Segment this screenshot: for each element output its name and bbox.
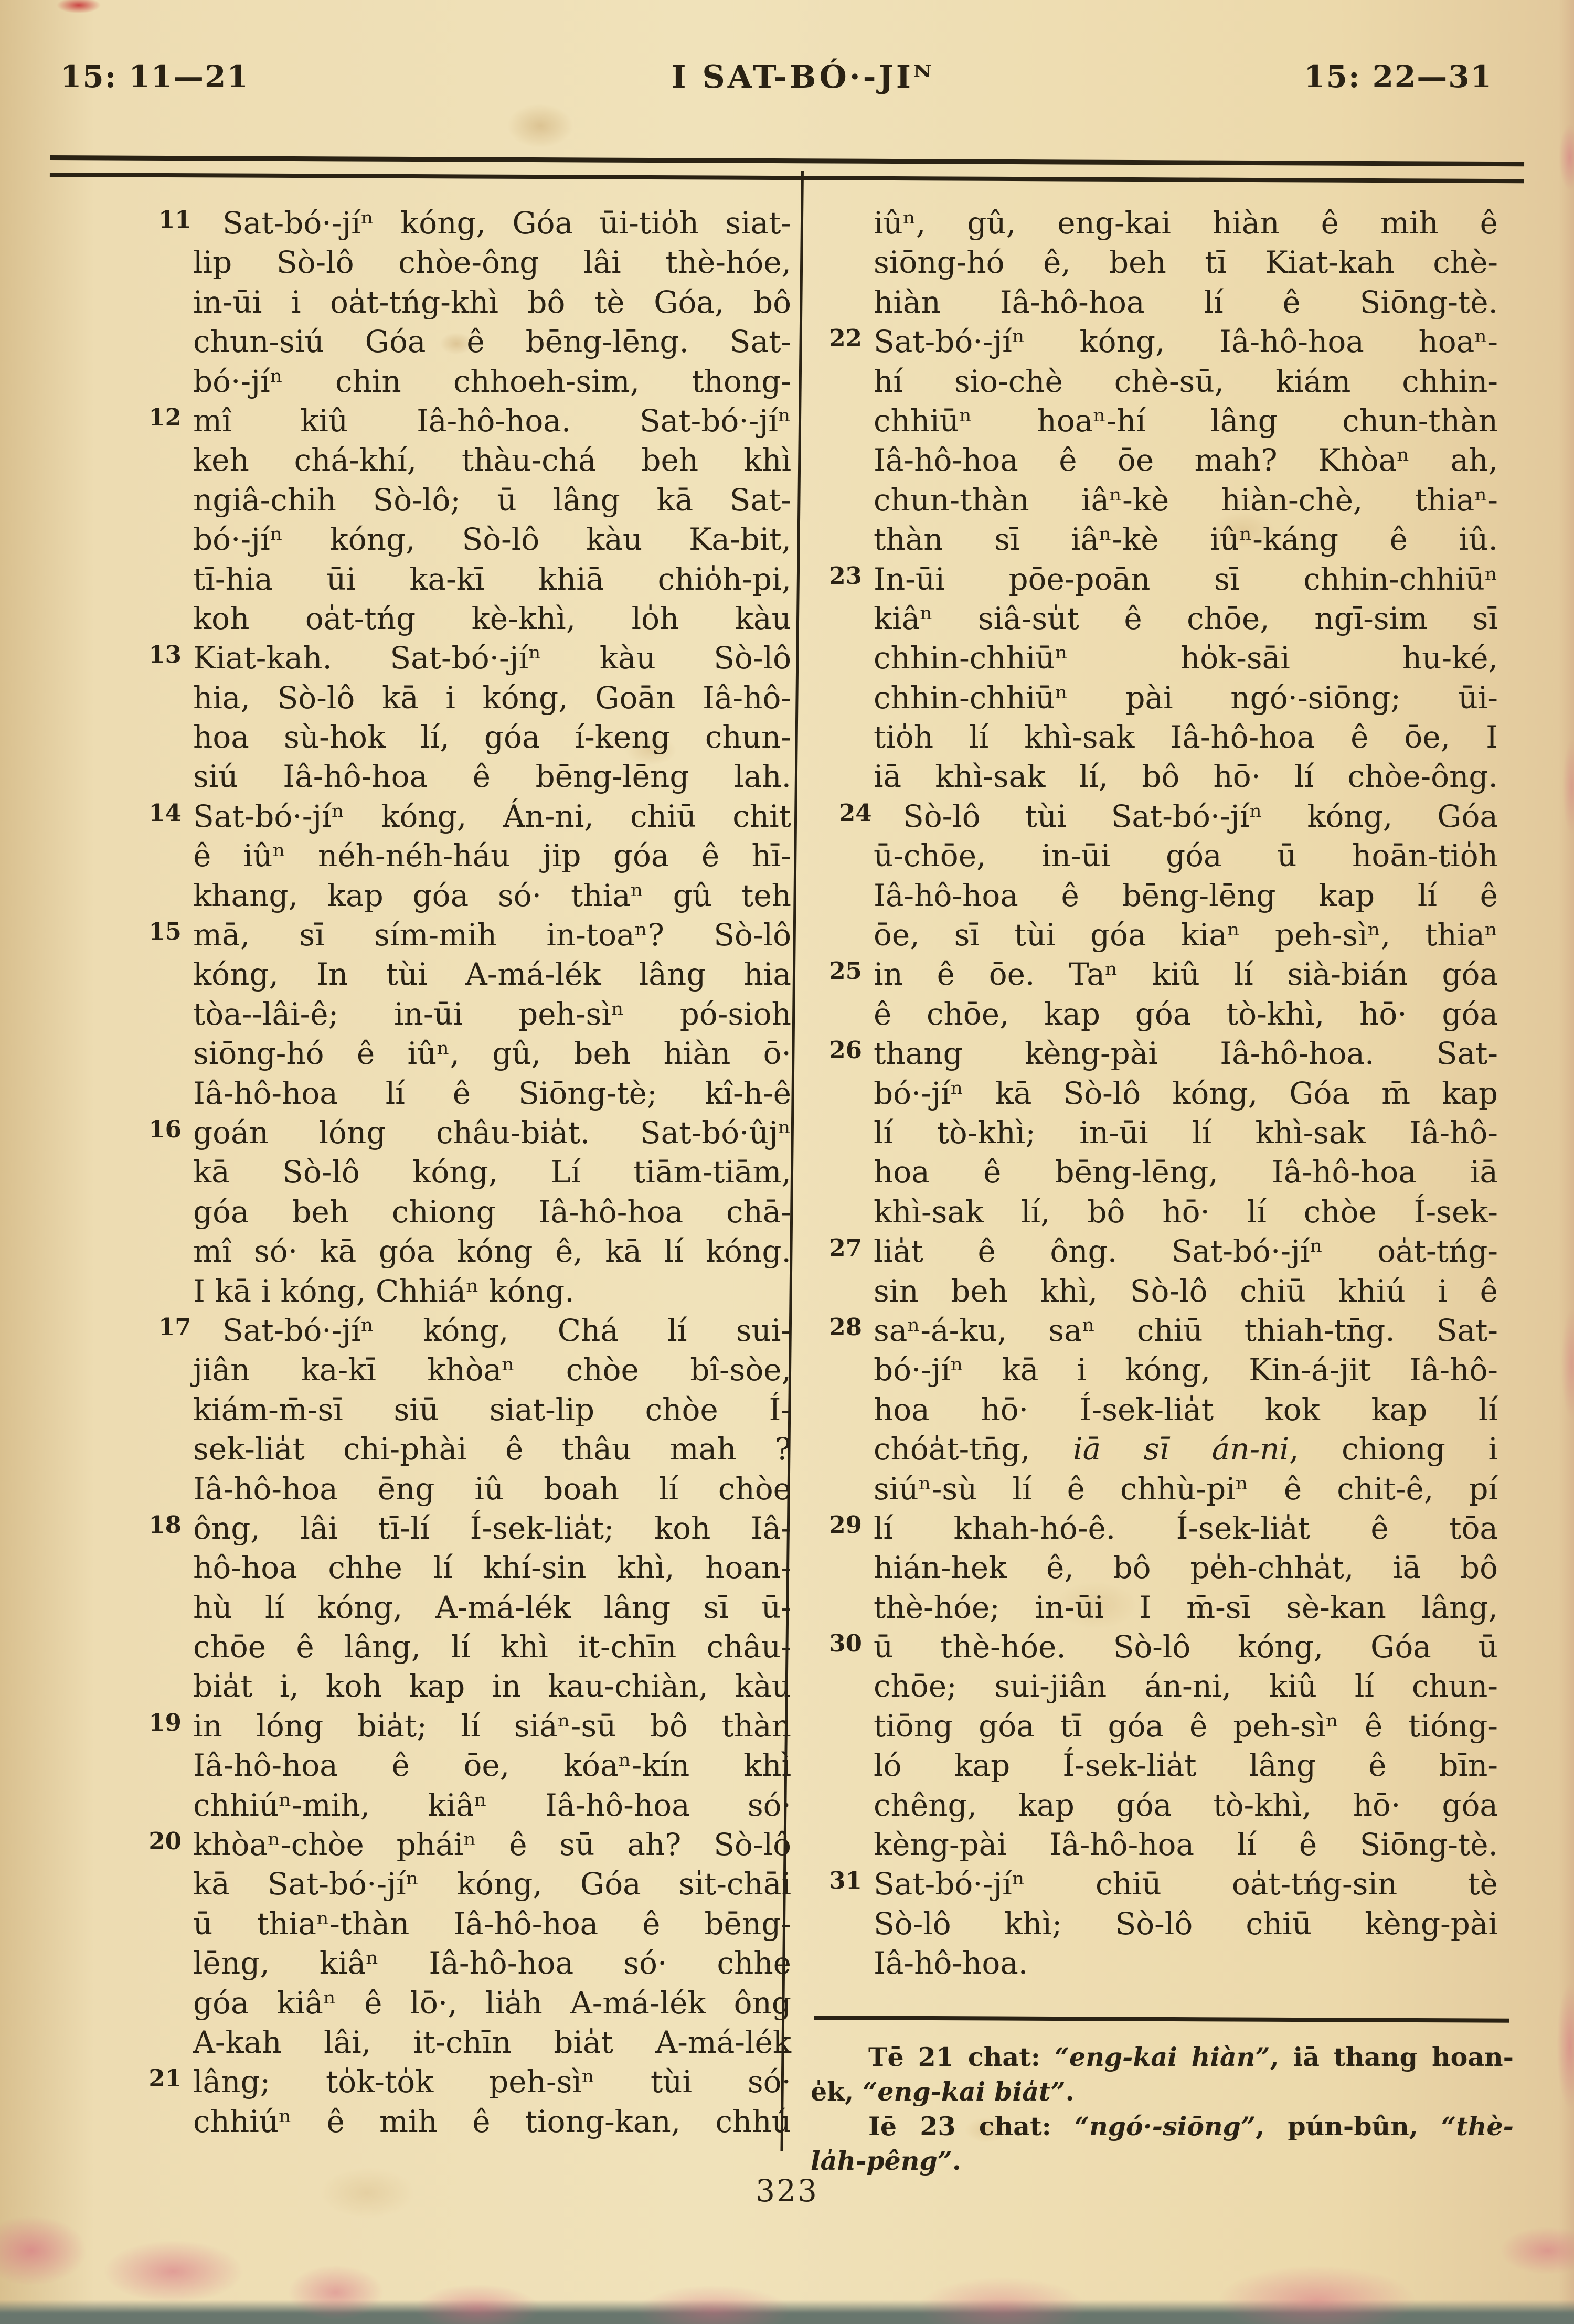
text-line	[874, 481, 1498, 520]
text-line	[158, 204, 791, 243]
text-segment: tòa--lâi-ê; in-ūi peh-sìⁿ pó-sioh	[193, 996, 791, 1032]
text-line	[874, 1825, 1498, 1864]
text-segment: Iâ-hô-hoa ēng iû boah lí chòe	[193, 1470, 791, 1507]
text-line	[148, 1113, 791, 1153]
text-line	[193, 1627, 791, 1667]
text-line	[193, 718, 791, 757]
text-segment: hoa sù-hok lí, góa í-keng chun-	[193, 719, 791, 755]
text-line	[193, 1192, 791, 1232]
text-segment: Iâ-hô-hoa ê bēng-lēng kap lí ê	[874, 877, 1498, 913]
page-title: I SAT-BÓ·-JIᴺ	[671, 59, 934, 95]
text-line	[193, 1904, 791, 1944]
italic-text-segment: “thè-	[1441, 2111, 1514, 2141]
text-segment: ông, lâi tī-lí Í-sek-lia̍t; koh Iâ-	[193, 1510, 791, 1546]
text-line	[148, 401, 791, 441]
text-segment: kèng-pài Iâ-hô-hoa lí ê Siōng-tè.	[874, 1827, 1498, 1863]
text-line	[874, 1153, 1498, 1192]
text-segment: tī-hia ūi ka-kī khiā chio̍h-pi,	[193, 561, 791, 597]
text-segment: siōng-hó ê iûⁿ, gû, beh hiàn ō·	[193, 1036, 791, 1072]
text-segment: Tē 21 chat:	[868, 2042, 1055, 2072]
text-line	[874, 1944, 1498, 1983]
verse-number: 26	[829, 1036, 862, 1064]
text-segment: Sat-bó·-jíⁿ kóng, Chá lí sui-	[222, 1312, 791, 1348]
text-line	[874, 1272, 1498, 1311]
text-segment: tiōng góa tī góa ê peh-sìⁿ ê tióng-	[874, 1708, 1498, 1744]
text-segment: Sat-bó·-jíⁿ kóng, Góa ūi-tio̍h siat-	[222, 205, 791, 241]
text-segment: jiân ka-kī khòaⁿ chòe bî-sòe,	[193, 1352, 791, 1388]
text-segment: lip Sò-lô chòe-ông lâi thè-hóe,	[193, 244, 791, 281]
text-segment: sin beh khì, Sò-lô chiū khiú i ê	[874, 1273, 1498, 1309]
text-line	[193, 599, 791, 638]
text-segment: lí tò-khì; in-ūi lí khì-sak Iâ-hô-	[874, 1114, 1498, 1150]
text-line	[148, 1509, 791, 1548]
text-line	[874, 1390, 1498, 1430]
text-segment: kiám-m̄-sī siū siat-lip chòe Í-	[193, 1391, 791, 1427]
text-line	[874, 1667, 1498, 1706]
header-double-rule	[50, 155, 1524, 183]
text-segment: chhin-chhiūⁿ ho̍k-sāi hu-ké,	[874, 640, 1498, 676]
text-segment: ê chōe, kap góa tò-khì, hō· góa	[874, 996, 1498, 1032]
text-segment: Sò-lô khì; Sò-lô chiū kèng-pài	[874, 1905, 1498, 1942]
text-line	[874, 599, 1498, 638]
verse-number: 19	[148, 1708, 182, 1736]
text-segment: kā Sat-bó·-jíⁿ kóng, Góa si̍t-chāi	[193, 1866, 791, 1902]
verse-number: 12	[148, 403, 182, 431]
text-segment: ê iûⁿ néh-néh-háu jip góa ê hī-	[193, 838, 791, 874]
header-verse-range-left: 15: 11—21	[60, 59, 249, 94]
verse-number: 13	[148, 641, 182, 669]
text-segment: kā Sò-lô kóng, Lí tiām-tiām,	[193, 1154, 791, 1190]
text-segment: ū thiaⁿ-thàn Iâ-hô-hoa ê bēng-	[193, 1905, 791, 1942]
footnotes	[811, 2040, 1514, 2178]
text-line	[829, 955, 1498, 994]
text-segment: in lóng bia̍t; lí siáⁿ-sū bô thàn	[193, 1708, 791, 1744]
text-segment: lēng, kiâⁿ Iâ-hô-hoa só· chhe	[193, 1945, 791, 1981]
verse-number: 14	[148, 798, 182, 827]
text-line	[839, 797, 1498, 836]
text-line	[193, 1984, 791, 2023]
text-line	[874, 757, 1498, 796]
text-segment: mā, sī sím-mih in-toaⁿ? Sò-lô	[193, 917, 791, 953]
verse-number: 20	[148, 1827, 182, 1856]
text-segment: I kā i kóng, Chhiáⁿ kóng.	[193, 1273, 575, 1309]
text-segment: kiâⁿ siâ-su̍t ê chōe, ngī-sim sī	[874, 600, 1498, 636]
text-line	[148, 2062, 791, 2102]
text-line	[193, 283, 791, 322]
text-segment: mî kiû Iâ-hô-hoa. Sat-bó·-jíⁿ	[193, 402, 791, 439]
italic-text-segment: la̍h-pêng”	[811, 2146, 952, 2176]
text-line	[158, 1311, 791, 1350]
text-line	[193, 441, 791, 480]
text-segment: chêng, kap góa tò-khì, hō· góa	[874, 1787, 1498, 1823]
text-segment: , iā thang hoan-	[1270, 2042, 1514, 2072]
text-segment: hián-hek ê, bô pe̍h-chha̍t, iā bô	[874, 1550, 1498, 1586]
text-line	[193, 1667, 791, 1706]
text-line	[193, 1232, 791, 1271]
text-segment: thàn sī iâⁿ-kè iûⁿ-káng ê iû.	[874, 521, 1498, 558]
text-segment: bó·-jíⁿ kóng, Sò-lô kàu Ka-bit,	[193, 521, 791, 558]
verse-number: 18	[148, 1510, 182, 1539]
text-line	[193, 1074, 791, 1113]
text-line	[193, 560, 791, 599]
text-line	[874, 243, 1498, 282]
text-segment: keh chá-khí, thàu-chá beh khì	[193, 442, 791, 478]
text-segment: Sat-bó·-jíⁿ kóng, Iâ-hô-hoa hoaⁿ-	[874, 324, 1498, 360]
text-line	[874, 915, 1498, 955]
text-line	[148, 915, 791, 955]
verse-number: 31	[829, 1867, 862, 1895]
text-line	[193, 481, 791, 520]
text-line	[874, 638, 1498, 678]
text-segment: e̍k,	[811, 2076, 863, 2107]
text-segment: ló kap Í-sek-lia̍t lâng ê bīn-	[874, 1747, 1498, 1784]
text-line	[193, 1390, 791, 1430]
text-segment: hoa hō· Í-sek-lia̍t kok kap lí	[874, 1391, 1498, 1427]
text-line	[874, 441, 1498, 480]
text-segment: , chiong i	[1289, 1431, 1498, 1467]
text-segment: sek-lia̍t chi-phài ê thâu mah ?	[193, 1431, 791, 1467]
footnote-separator-rule	[814, 2016, 1509, 2023]
verse-number: 23	[829, 561, 862, 590]
text-segment: hù lí kóng, A-má-lék lâng sī ū-	[193, 1589, 791, 1625]
text-segment: Iâ-hô-hoa lí ê Siōng-tè; kî-h-ê	[193, 1075, 791, 1111]
text-segment: siōng-hó ê, beh tī Kiat-kah chè-	[874, 244, 1498, 281]
text-segment: bó·-jíⁿ kā Sò-lô kóng, Góa m̄ kap	[874, 1075, 1498, 1111]
text-line	[193, 362, 791, 401]
verse-number: 17	[158, 1313, 192, 1341]
text-line	[193, 1350, 791, 1390]
text-line	[874, 1746, 1498, 1785]
text-segment: in ê ōe. Taⁿ kiû lí sià-bián góa	[874, 956, 1498, 993]
text-line	[193, 1786, 791, 1825]
text-line	[829, 560, 1498, 599]
text-segment: hô-hoa chhe lí khí-sin khì, hoan-	[193, 1550, 791, 1586]
text-line	[829, 1034, 1498, 1073]
text-line	[193, 1864, 791, 1904]
text-line	[874, 1113, 1498, 1153]
text-segment: ū-chōe, in-ūi góa ū hoān-tio̍h	[874, 838, 1498, 874]
text-line	[874, 1192, 1498, 1232]
text-segment: chhiūⁿ hoaⁿ-hí lâng chun-thàn	[874, 402, 1498, 439]
text-line	[874, 1904, 1498, 1944]
italic-text-segment: “eng-kai hiàn”	[1054, 2042, 1270, 2072]
text-segment: chōe ê lâng, lí khì it-chīn châu-	[193, 1629, 791, 1665]
verse-number: 24	[839, 798, 872, 827]
text-line	[148, 797, 791, 836]
text-line	[193, 876, 791, 915]
text-segment: Iâ-hô-hoa ê ōe, kóaⁿ-kín khì	[193, 1747, 791, 1784]
text-segment: .	[1065, 2076, 1075, 2107]
text-segment: saⁿ-á-ku, saⁿ chiū thiah-tn̄g. Sat-	[874, 1312, 1498, 1348]
verse-number: 15	[148, 918, 182, 946]
text-line	[874, 204, 1498, 243]
text-line	[874, 1430, 1498, 1469]
text-segment: Iâ-hô-hoa.	[874, 1945, 1028, 1981]
text-segment: chhin-chhiūⁿ pài ngó·-siōng; ūi-	[874, 679, 1498, 716]
text-line	[193, 2102, 791, 2141]
text-line	[874, 718, 1498, 757]
verse-number: 22	[829, 324, 862, 353]
text-line	[193, 2023, 791, 2062]
text-segment: hiàn Iâ-hô-hoa lí ê Siōng-tè.	[874, 284, 1498, 320]
text-segment: khì-sak lí, bô hō· lí chòe Í-sek-	[874, 1193, 1498, 1230]
text-line	[148, 638, 791, 678]
page-number: 323	[756, 2173, 818, 2209]
text-line	[874, 1588, 1498, 1627]
text-line	[811, 2109, 1514, 2144]
text-line	[829, 1311, 1498, 1350]
text-line	[829, 1509, 1498, 1548]
text-segment: chōe; sui-jiân án-ni, kiû lí chun-	[874, 1668, 1498, 1704]
text-line	[874, 1074, 1498, 1113]
text-line	[829, 1864, 1498, 1904]
text-line	[193, 836, 791, 876]
text-line	[874, 1707, 1498, 1746]
text-segment: Iē 23 chat:	[868, 2111, 1075, 2141]
text-segment: Sat-bó·-jíⁿ kóng, Án-ni, chiū chit	[193, 798, 791, 834]
text-line	[193, 322, 791, 361]
text-segment: ngiâ-chih Sò-lô; ū lâng kā Sat-	[193, 482, 791, 518]
text-line	[193, 1588, 791, 1627]
text-segment: chóa̍t-tn̄g,	[874, 1431, 1073, 1467]
text-segment: In-ūi pōe-poān sī chhin-chhiūⁿ	[874, 561, 1498, 597]
verse-number: 28	[829, 1313, 862, 1341]
verse-number: 21	[148, 2064, 182, 2093]
text-line	[193, 955, 791, 994]
text-line	[829, 322, 1498, 361]
text-line	[874, 995, 1498, 1034]
text-segment: chhiúⁿ-mih, kiâⁿ Iâ-hô-hoa só·	[193, 1787, 791, 1823]
verse-number: 29	[829, 1510, 862, 1539]
text-segment: ōe, sī tùi góa kiaⁿ peh-sìⁿ, thiaⁿ	[874, 917, 1498, 953]
text-segment: Iâ-hô-hoa ê ōe mah? Khòaⁿ ah,	[874, 442, 1498, 478]
text-line	[193, 1272, 791, 1311]
text-segment: lí khah-hó-ê. Í-sek-lia̍t ê tōa	[874, 1510, 1498, 1546]
verse-number: 25	[829, 957, 862, 985]
text-line	[874, 876, 1498, 915]
text-segment: kóng, In tùi A-má-lék lâng hia	[193, 956, 791, 993]
verse-number: 30	[829, 1629, 862, 1658]
text-segment: góa beh chiong Iâ-hô-hoa chā-	[193, 1193, 791, 1230]
text-line	[193, 1746, 791, 1785]
text-segment: hia, Sò-lô kā i kóng, Goān Iâ-hô-	[193, 679, 791, 716]
text-line	[874, 362, 1498, 401]
text-line	[148, 1707, 791, 1746]
text-segment: , pún-bûn,	[1256, 2111, 1442, 2141]
text-segment: hoa ê bēng-lēng, Iâ-hô-hoa iā	[874, 1154, 1498, 1190]
text-line	[193, 520, 791, 559]
text-segment: hí sio-chè chè-sū, kiám chhin-	[874, 363, 1498, 399]
text-segment: bó·-jíⁿ chin chhoeh-sim, thong-	[193, 363, 791, 399]
header-verse-range-right: 15: 22—31	[1304, 59, 1493, 94]
text-segment: bó·-jíⁿ kā i kóng, Kin-á-jit Iâ-hô-	[874, 1352, 1498, 1388]
text-line	[874, 1469, 1498, 1509]
text-line	[829, 1627, 1498, 1667]
right-text-column	[829, 204, 1498, 1984]
verse-number: 16	[148, 1115, 182, 1143]
text-line	[148, 1825, 791, 1864]
text-line	[193, 243, 791, 282]
text-line	[874, 836, 1498, 876]
text-segment: .	[952, 2146, 961, 2176]
text-line	[193, 1153, 791, 1192]
text-segment: bia̍t i, koh kap in kau-chiàn, kàu	[193, 1668, 791, 1704]
text-segment: Sò-lô tùi Sat-bó·-jíⁿ kóng, Góa	[903, 798, 1498, 834]
text-segment: iā khì-sak lí, bô hō· lí chòe-ông.	[874, 759, 1498, 795]
italic-text-segment: “eng-kai bia̍t”	[863, 2076, 1066, 2107]
text-line	[874, 520, 1498, 559]
text-segment: lia̍t ê ông. Sat-bó·-jíⁿ oa̍t-tńg-	[874, 1233, 1498, 1270]
text-segment: chun-thàn iâⁿ-kè hiàn-chè, thiaⁿ-	[874, 482, 1498, 518]
text-line	[193, 1430, 791, 1469]
verse-number: 11	[158, 206, 192, 233]
text-segment: tio̍h lí khì-sak Iâ-hô-hoa ê ōe, I	[874, 719, 1498, 755]
text-line	[874, 1350, 1498, 1390]
text-segment: siú Iâ-hô-hoa ê bēng-lēng lah.	[193, 759, 791, 795]
text-line	[874, 1786, 1498, 1825]
text-segment: koh oa̍t-tńg kè-khì, lo̍h kàu	[193, 600, 791, 636]
text-segment: thè-hóe; in-ūi I m̄-sī sè-kan lâng,	[874, 1589, 1498, 1625]
text-segment: lâng; to̍k-to̍k peh-sìⁿ tùi só·	[193, 2064, 791, 2100]
text-line	[829, 1232, 1498, 1271]
text-line	[193, 757, 791, 796]
text-segment: A-kah lâi, it-chīn bia̍t A-má-lék	[193, 2024, 791, 2060]
text-segment: goán lóng châu-bia̍t. Sat-bó·ûjⁿ	[193, 1114, 791, 1150]
text-line	[874, 283, 1498, 322]
text-segment: Sat-bó·-jíⁿ chiū oa̍t-tńg-sin tè	[874, 1866, 1498, 1902]
text-line	[874, 678, 1498, 718]
text-segment: mî só· kā góa kóng ê, kā lí kóng.	[193, 1233, 791, 1270]
verse-number: 27	[829, 1234, 862, 1262]
text-segment: iûⁿ, gû, eng-kai hiàn ê mih ê	[874, 205, 1498, 241]
text-line	[811, 2040, 1514, 2074]
text-segment: chun-siú Góa ê bēng-lēng. Sat-	[193, 324, 791, 360]
text-line	[193, 1944, 791, 1983]
italic-text-segment: “ngó·-siōng”	[1074, 2111, 1256, 2141]
text-line	[874, 401, 1498, 441]
text-segment: góa kiâⁿ ê lō·, lia̍h A-má-lék ông	[193, 1985, 791, 2021]
italic-text-segment: iā sī án-ni	[1073, 1431, 1290, 1467]
text-segment: chhiúⁿ ê mih ê tiong-kan, chhú	[193, 2103, 791, 2139]
text-segment: ū thè-hóe. Sò-lô kóng, Góa ū	[874, 1629, 1498, 1665]
text-line	[193, 678, 791, 718]
text-line	[193, 1548, 791, 1587]
text-line	[193, 1469, 791, 1509]
text-segment: khòaⁿ-chòe pháiⁿ ê sū ah? Sò-lô	[193, 1827, 791, 1863]
text-segment: thang kèng-pài Iâ-hô-hoa. Sat-	[874, 1036, 1498, 1072]
text-segment: khang, kap góa só· thiaⁿ gû teh	[193, 877, 791, 913]
text-line	[874, 1548, 1498, 1587]
text-segment: siúⁿ-sù lí ê chhù-piⁿ ê chit-ê, pí	[874, 1470, 1498, 1507]
text-segment: in-ūi i oa̍t-tńg-khì bô tè Góa, bô	[193, 284, 791, 320]
text-line	[193, 995, 791, 1034]
text-line	[193, 1034, 791, 1073]
text-line	[811, 2074, 1514, 2109]
left-text-column	[148, 204, 791, 2141]
text-segment: Kiat-kah. Sat-bó·-jíⁿ kàu Sò-lô	[193, 640, 791, 676]
